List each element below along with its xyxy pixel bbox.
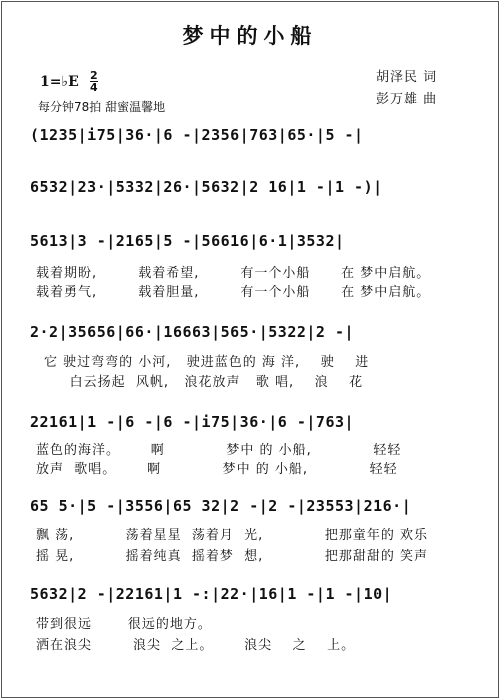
time-signature-bottom: 4 [90,81,98,94]
tempo-marking: 每分钟78拍 甜蜜温馨地 [38,100,166,114]
notation-line: 2·2|35656|66·|16663|565·|5322|2 -| [30,323,355,341]
lyric-verse-1: 蓝色的海洋。 啊 梦中 的 小船, 轻轻 [36,443,402,458]
score-system-1 [0,126,500,156]
notation-line: 6532|23·|5332|26·|5632|2 16|1 -|1 -)| [30,178,383,196]
lyric-verse-1: 载着期盼, 载着希望, 有一个小船 在 梦中启航。 [36,266,431,281]
song-title: 梦中的小船 [182,23,318,48]
lyric-verse-1: 它 驶过弯弯的 小河, 驶进蓝色的 海 洋, 驶 进 [44,355,370,370]
lyricist-credit: 胡泽民 词 [376,70,438,85]
lyric-verse-2: 洒在浪尖 浪尖 之上。 浪尖 之 上。 [36,638,356,653]
score-system-7 [0,585,500,615]
time-signature-top: 2 [90,69,98,82]
key-signature: 1=♭E [40,74,79,90]
score-system-4 [0,323,500,353]
lyric-verse-2: 摇 晃, 摇着纯真 摇着梦 想, 把那甜甜的 笑声 [36,549,428,564]
lyric-verse-1: 飘 荡, 荡着星星 荡着月 光, 把那童年的 欢乐 [36,528,428,543]
score-system-6 [0,497,500,527]
score-system-3 [0,232,500,262]
lyric-verse-2: 载着勇气, 载着胆量, 有一个小船 在 梦中启航。 [36,285,431,300]
lyric-verse-2: 放声 歌唱。 啊 梦中 的 小船, 轻轻 [36,462,398,477]
notation-line: 5613|3 -|2165|5 -|56616|6·1|3532| [30,232,345,250]
notation-line: 65 5·|5 -|3556|65 32|2 -|2 -|23553|216·| [30,497,412,515]
notation-line: 5632|2 -|22161|1 -:|22·|16|1 -|1 -|10| [30,585,393,603]
notation-line: 22161|1 -|6 -|6 -|i75|36·|6 -|763| [30,413,355,431]
composer-credit: 彭万雄 曲 [376,92,438,107]
score-system-2 [0,178,500,208]
time-signature [90,70,98,93]
notation-line: (1235|i75|36·|6 -|2356|763|65·|5 -| [30,126,364,144]
lyric-verse-2: 白云扬起 风帆, 浪花放声 歌 唱, 浪 花 [44,375,364,390]
lyric-verse-1: 带到很远 很远的地方。 [36,617,212,632]
